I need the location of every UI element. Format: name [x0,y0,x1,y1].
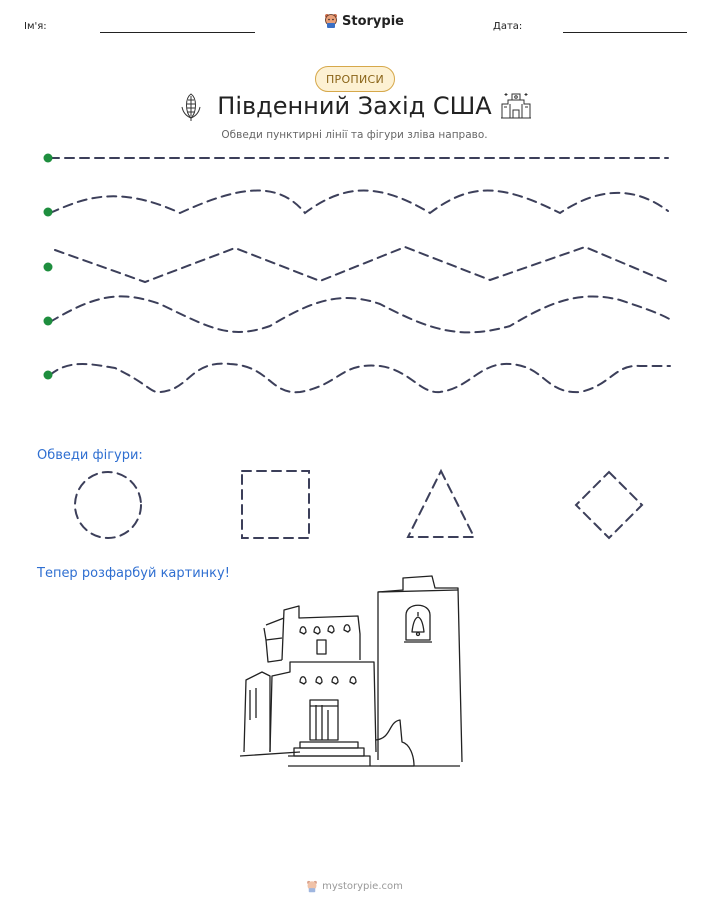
date-field-line[interactable] [563,32,687,33]
start-dot [44,154,53,163]
shapes-heading: Обведи фігури: [37,448,143,463]
start-dot [44,208,53,217]
start-dot [44,317,53,326]
shape-diamond [576,472,642,538]
tracing-line-zigzag [55,247,668,282]
coloring-heading: Тепер розфарбуй картинку! [37,566,230,581]
shape-square [242,471,309,538]
footer [0,880,709,893]
tracing-lines [0,140,709,400]
name-label: Ім'я: [24,21,47,32]
start-dot [44,263,53,272]
page-title: Південний Захід США [217,92,492,120]
brand-name: Storypie [342,13,404,29]
footer-website[interactable]: mystorypie.com [322,881,403,892]
shape-triangle [408,471,474,537]
tracing-line-wave [50,296,671,332]
adobe-mission-building [235,570,475,775]
shape-circle [75,472,141,538]
instructions-subtitle: Обведи пунктирні лінії та фігури зліва направо. [221,129,488,141]
date-label: Дата: [493,21,523,32]
tracing-line-gentle-wave [50,191,668,214]
tracing-shapes [0,460,709,550]
storypie-bear-logo-icon [324,13,338,29]
start-dot [44,371,53,380]
adobe-mission-icon [500,90,532,120]
name-field-line[interactable] [100,32,255,33]
brand-logo [324,13,404,29]
worksheet-type-badge: ПРОПИСИ [315,66,395,92]
storypie-bear-logo-icon [306,880,318,893]
tracing-line-deep-wave [50,364,670,393]
